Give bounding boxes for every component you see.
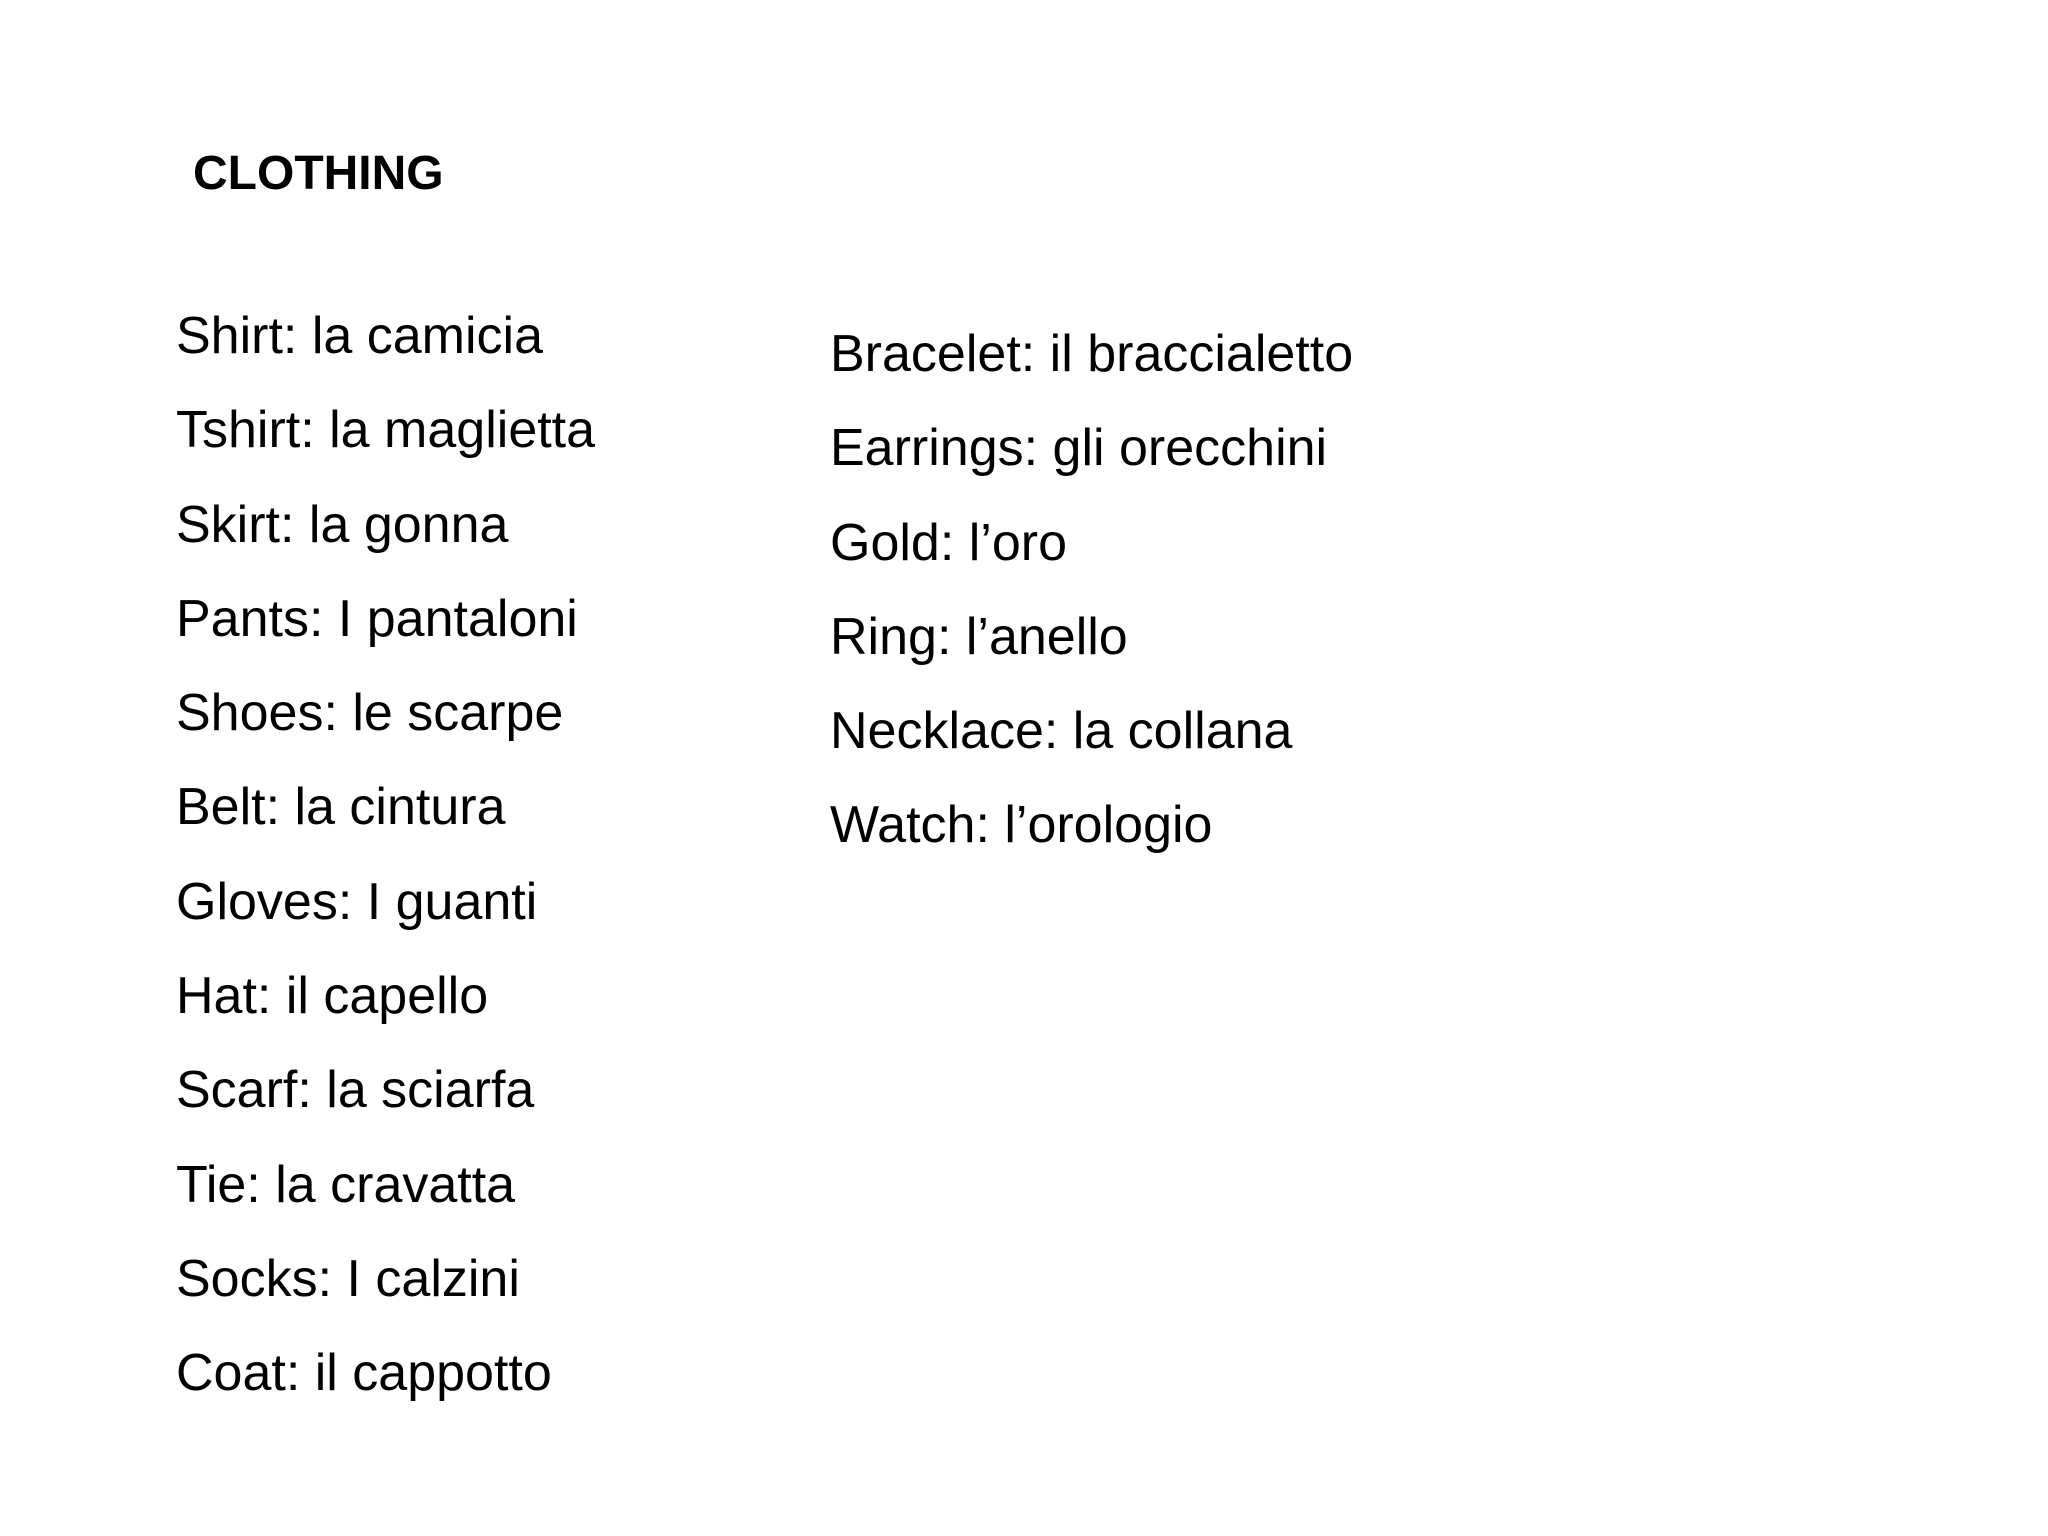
vocab-item: Gold: l’oro (830, 513, 1067, 572)
vocab-item: Bracelet: il braccialetto (830, 325, 1354, 383)
vocab-item: Shoes: le scarpe (176, 684, 564, 743)
vocab-item: Tshirt: la maglietta (176, 401, 596, 460)
vocab-item: Pants: I pantaloni (176, 589, 578, 648)
vocab-list-accessories (830, 325, 1354, 894)
vocab-item: Earrings: gli orecchini (830, 419, 1328, 478)
vocab-item: Scarf: la sciarfa (176, 1061, 535, 1120)
vocab-item: Coat: il cappotto (176, 1344, 552, 1403)
vocab-item: Tie: la cravatta (176, 1155, 516, 1214)
vocab-item: Necklace: la collana (830, 702, 1293, 761)
vocab-item: Shirt: la camicia (176, 307, 543, 365)
vocab-list-clothing (176, 307, 596, 1442)
vocab-item: Socks: I calzini (176, 1249, 520, 1308)
vocab-item: Ring: l’anello (830, 607, 1128, 666)
page-title: CLOTHING (193, 147, 444, 200)
vocab-item: Gloves: I guanti (176, 872, 538, 931)
vocab-item: Watch: l’orologio (830, 796, 1213, 855)
vocab-item: Belt: la cintura (176, 778, 506, 837)
vocab-item: Skirt: la gonna (176, 495, 509, 554)
vocab-item: Hat: il capello (176, 967, 489, 1026)
